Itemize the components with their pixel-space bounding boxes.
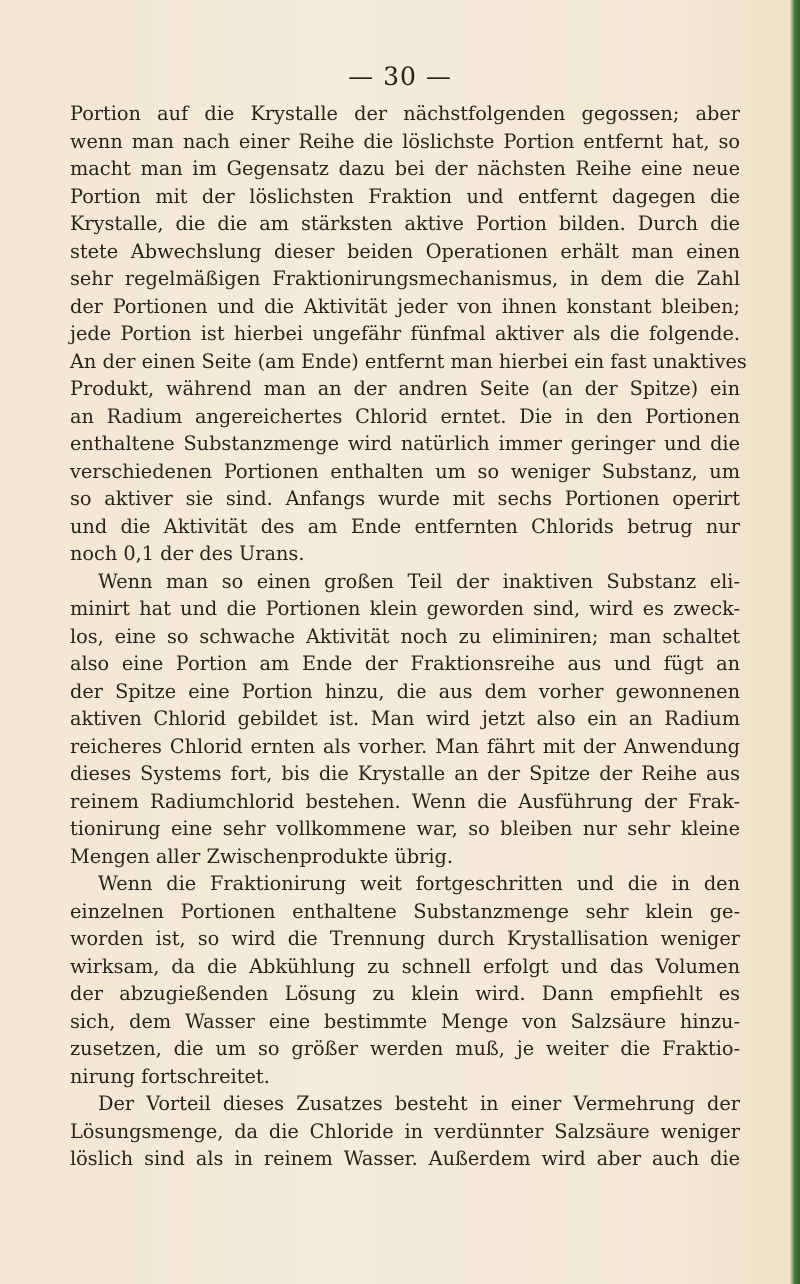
text-line: An der einen Seite (am Ende) entfernt man hierbei ein fast unaktives [70, 349, 747, 373]
text-line: zusetzen, die um so größer werden muß, je weiter die Fraktio- [70, 1037, 740, 1060]
text-line: macht man im Gegensatz dazu bei der nächsten Reihe eine neue [70, 157, 740, 180]
text-line: so aktiver sie sind. Anfangs wurde mit sechs Portionen operirt [70, 487, 740, 510]
page-number: — 30 — [348, 62, 452, 91]
text-line: wenn man nach einer Reihe die löslichste Portion entfernt hat, so [70, 129, 740, 153]
text-line: tionirung eine sehr vollkommene war, so bleiben nur sehr kleine [70, 817, 740, 840]
paragraph [70, 870, 740, 1090]
text-line: verschiedenen Portionen enthalten um so weniger Substanz, um [70, 459, 740, 483]
page-edge [790, 0, 800, 1284]
text-line: los, eine so schwache Aktivität noch zu eliminiren; man schaltet [70, 624, 740, 648]
text-line: noch 0,1 der des Urans. [70, 542, 305, 565]
text-line: der abzugießenden Lösung zu klein wird. Dann empfiehlt es [70, 982, 740, 1005]
paragraph [70, 100, 747, 568]
text-line: worden ist, so wird die Trennung durch Krystallisation weniger [70, 927, 740, 950]
text-line: minirt hat und die Portionen klein geworden sind, wird es zweck- [70, 597, 740, 620]
text-line: stete Abwechslung dieser beiden Operationen erhält man einen [70, 239, 740, 263]
text-line: der Portionen und die Aktivität jeder von ihnen konstant bleiben; [70, 294, 740, 318]
text-line: sehr regelmäßigen Fraktionirungsmechanismus, in dem die Zahl [70, 267, 740, 290]
text-line: jede Portion ist hierbei ungefähr fünfmal aktiver als die folgende. [70, 322, 740, 345]
text-line: und die Aktivität des am Ende entfernten Chlorids betrug nur [70, 514, 740, 538]
text-line: Krystalle, die die am stärksten aktive Portion bilden. Durch die [70, 212, 740, 235]
text-line: Produkt, während man an der andren Seite (an der Spitze) ein [70, 377, 740, 400]
text-line: Wenn man so einen großen Teil der inaktiven Substanz eli- [98, 569, 740, 593]
text-line: reicheres Chlorid ernten als vorher. Man fährt mit der Anwendung [70, 734, 740, 758]
text-line: also eine Portion am Ende der Fraktionsreihe aus und fügt an [70, 652, 740, 675]
text-line: Der Vorteil dieses Zusatzes besteht in einer Vermehrung der [98, 1092, 740, 1115]
text-line: einzelnen Portionen enthaltene Substanzmenge sehr klein ge- [70, 899, 740, 923]
text-line: nirung fortschreitet. [70, 1064, 270, 1088]
text-line: Portion auf die Krystalle der nächstfolgenden gegossen; aber [70, 102, 740, 125]
paragraph [70, 1090, 740, 1173]
text-line: der Spitze eine Portion hinzu, die aus dem vorher gewonnenen [70, 679, 740, 703]
text-line: enthaltene Substanzmenge wird natürlich immer geringer und die [70, 432, 740, 455]
text-line: Mengen aller Zwischenprodukte übrig. [70, 844, 453, 868]
text-line: an Radium angereichertes Chlorid erntet. Die in den Portionen [70, 404, 740, 428]
paragraph [70, 568, 740, 871]
text-line: Lösungsmenge, da die Chloride in verdünnter Salzsäure weniger [70, 1119, 740, 1143]
text-line: wirksam, da die Abkühlung zu schnell erfolgt und das Volumen [70, 954, 740, 978]
text-line: Wenn die Fraktionirung weit fortgeschritten und die in den [98, 872, 740, 895]
text-line: dieses Systems fort, bis die Krystalle an der Spitze der Reihe aus [70, 762, 740, 785]
body-text [70, 100, 747, 1173]
text-line: aktiven Chlorid gebildet ist. Man wird jetzt also ein an Radium [70, 707, 740, 730]
text-line: reinem Radiumchlorid bestehen. Wenn die Ausführung der Frak- [70, 789, 740, 813]
text-line: löslich sind als in reinem Wasser. Außerdem wird aber auch die [70, 1147, 740, 1170]
text-line: sich, dem Wasser eine bestimmte Menge von Salzsäure hinzu- [70, 1009, 740, 1033]
text-line: Portion mit der löslichsten Fraktion und entfernt dagegen die [70, 184, 740, 208]
